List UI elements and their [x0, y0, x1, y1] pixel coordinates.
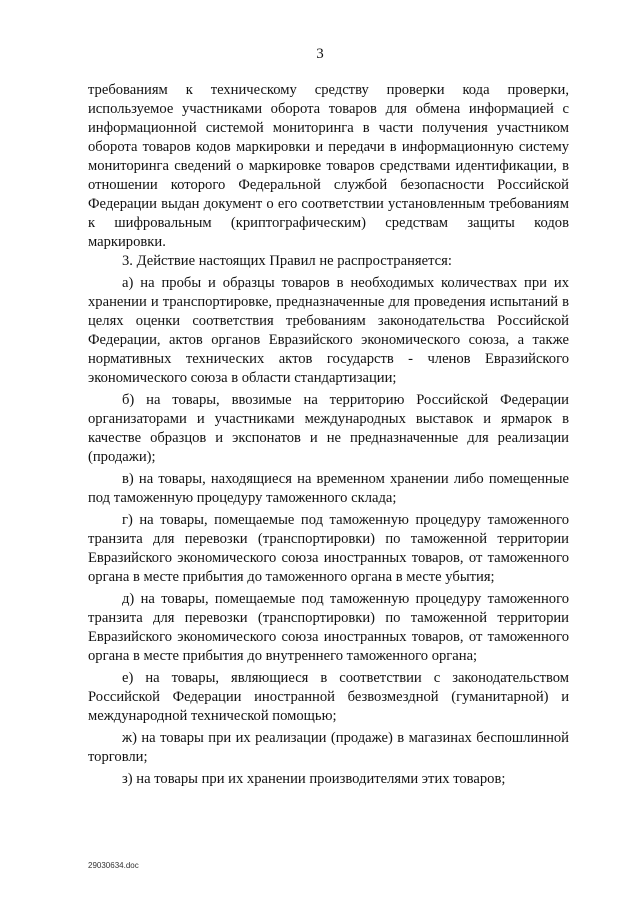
paragraph-item-v: в) на товары, находящиеся на временном хранении либо помещенные под таможенную процедуру таможенного склада;: [88, 471, 569, 506]
paragraph-clause-3: 3. Действие настоящих Правил не распространяется:: [122, 253, 452, 269]
paragraph-item-a: а) на пробы и образцы товаров в необходимых количествах при их хранении и транспортировке, предназначенные для проведения испытаний в целях оценки соответствия требованиям законодательства Российской Федерации, актов органов Евразийского экономического союза, а также нормативных технических актов государств - членов Евразийского экономического союза в области стандартизации;: [88, 275, 569, 386]
paragraph-item-g: г) на товары, помещаемые под таможенную процедуру таможенного транзита для перевозки (транспортировки) по таможенной территории Евразийского экономического союза иностранных товаров, от таможенного органа в месте прибытия до таможенного органа в месте убытия;: [88, 512, 569, 585]
document-body: [88, 81, 569, 789]
paragraph-item-b: б) на товары, ввозимые на территорию Российской Федерации организаторами и участниками международных выставок и ярмарок в качестве образцов и экспонатов и не предназначенные для реализации (продажи);: [88, 392, 569, 465]
paragraph-item-z: з) на товары при их хранении производителями этих товаров;: [122, 771, 506, 787]
paragraph-item-zh: ж) на товары при их реализации (продаже) в магазинах беспошлинной торговли;: [88, 730, 569, 765]
paragraph-continuation: требованиям к техническому средству проверки кода проверки, используемое участниками оборота товаров для обмена информацией с информационной системой мониторинга в части получения участником оборота товаров кодов маркировки и передачи в информационную систему мониторинга сведений о маркировке товаров средствами идентификации, в отношении которого Федеральной службой безопасности Российской Федерации выдан документ о его соответствии установленным требованиям к шифровальным (криптографическим) средствам защиты кодов маркировки.: [88, 82, 569, 250]
footer-filename: 29030634.doc: [88, 861, 139, 870]
page-number: 3: [316, 46, 324, 62]
paragraph-item-d: д) на товары, помещаемые под таможенную процедуру таможенного транзита для перевозки (транспортировки) по таможенной территории Евразийского экономического союза иностранных товаров, от таможенного органа в месте прибытия до внутреннего таможенного органа;: [88, 591, 569, 664]
paragraph-item-e: е) на товары, являющиеся в соответствии с законодательством Российской Федерации иностранной безвозмездной (гуманитарной) и международной технической помощью;: [88, 670, 569, 724]
